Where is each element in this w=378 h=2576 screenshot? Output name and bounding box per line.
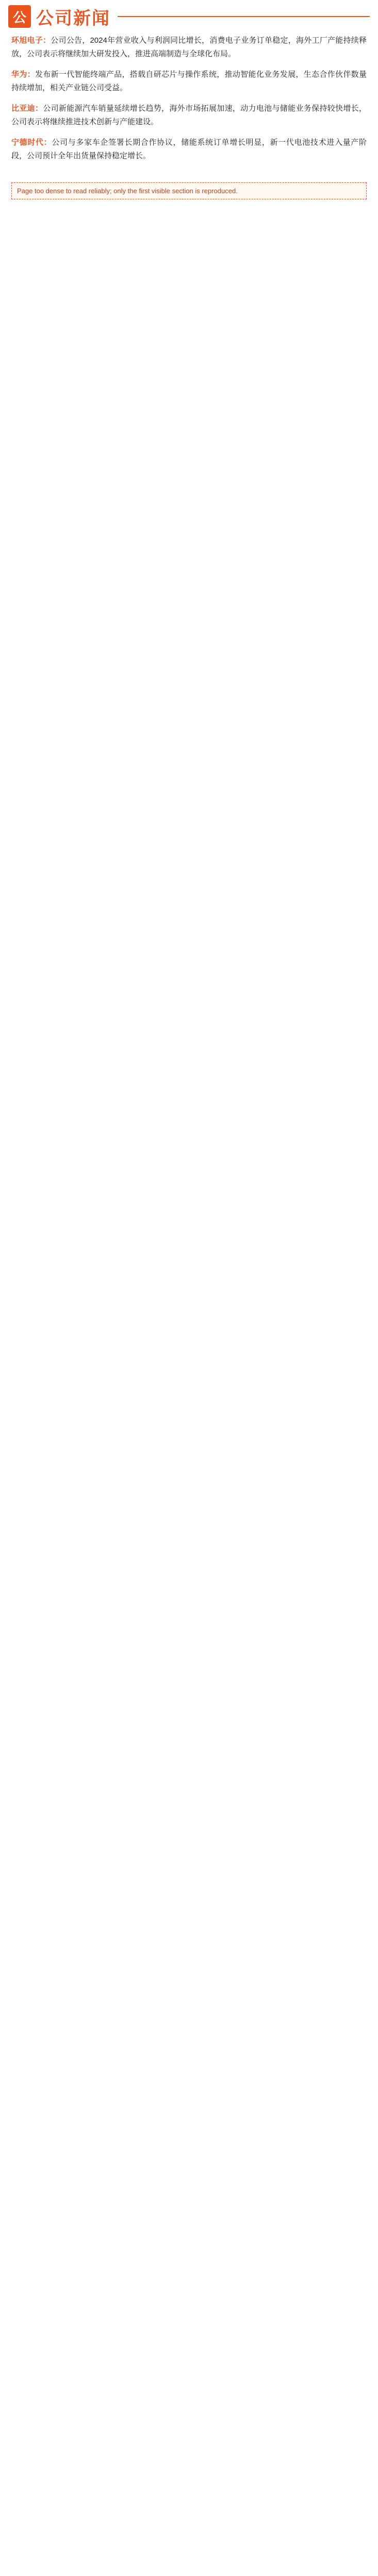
section-divider (118, 16, 370, 17)
news-source: 环旭电子： (11, 36, 51, 45)
news-text: 公司公告，2024年营业收入与利润同比增长，消费电子业务订单稳定，海外工厂产能持续释放，公司表示将继续加大研发投入，推进高端制造与全球化布局。 (11, 36, 367, 58)
news-source: 宁德时代： (11, 138, 52, 147)
section-title: 公司新闻 (36, 8, 110, 29)
news-text: 公司新能源汽车销量延续增长趋势，海外市场拓展加速，动力电池与储能业务保持较快增长，公司表示将继续推进技术创新与产能建设。 (11, 104, 367, 126)
news-item (11, 136, 367, 163)
news-text: 发布新一代智能终端产品，搭载自研芯片与操作系统，推动智能化业务发展，生态合作伙伴数量持续增加，相关产业链公司受益。 (11, 70, 367, 92)
news-item (11, 102, 367, 129)
news-source: 华为： (11, 70, 35, 79)
page (0, 0, 378, 199)
news-item (11, 68, 367, 95)
section-header-company-news (8, 5, 370, 28)
news-text: 公司与多家车企签署长期合作协议，储能系统订单增长明显，新一代电池技术进入量产阶段，公司预计全年出货量保持稳定增长。 (11, 138, 367, 160)
truncation-note: Page too dense to read reliably; only the first visible section is reproduced. (11, 182, 367, 199)
news-source: 比亚迪： (11, 104, 43, 113)
section-badge: 公 (8, 5, 31, 28)
news-list (0, 34, 378, 177)
news-item (11, 34, 367, 61)
